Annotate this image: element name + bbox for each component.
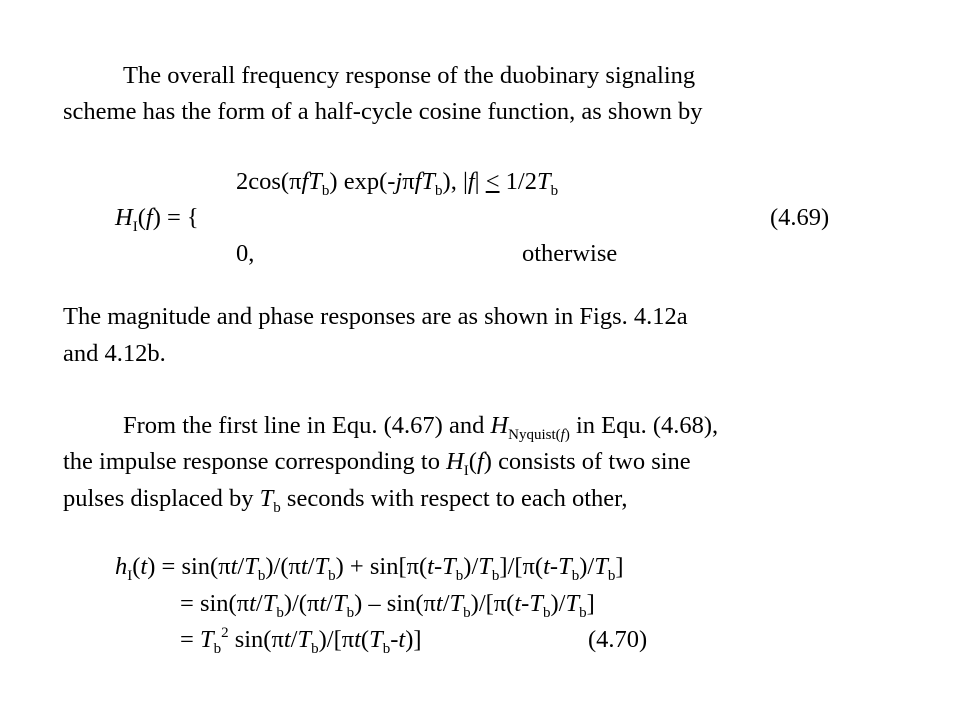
eq469-case2: 0, [236, 240, 255, 267]
eq469-otherwise: otherwise [522, 240, 618, 267]
eq469-lhs: $H_I(f)$ = { [115, 204, 199, 235]
eq470-number: (4.70) [588, 626, 648, 653]
para1-line1: The overall frequency response of the duobinary signaling [123, 62, 696, 89]
eq469-case1: 2cos(πfT$_b$) exp(-jπfT$_b$), $|f| < 1/2T_b$ [236, 168, 559, 199]
para1-line2: scheme has the form of a half-cycle cosine function, as shown by [63, 98, 703, 125]
eq469-number: (4.69) [770, 204, 830, 231]
eq470-line3: = $T_b^2$ $\sin(\pi t/T_b)/[\pi t(T_b-t)]$ [180, 625, 422, 657]
nyquist-subscript: Nyquist(f) [508, 427, 570, 443]
eq470-line1: $h_I(t) = \sin(\pi t/T_b)/(\pi t/T_b) + \sin[\pi(t-T_b)/T_b]/[\pi(t-T_b)/T_b]$ [115, 553, 624, 584]
para2-line1: The magnitude and phase responses are as shown in Figs. 4.12a [63, 303, 688, 330]
para3-line3: pulses displaced by $T_b$ seconds with respect to each other, [63, 485, 628, 516]
para3-line1: From the first line in Equ. (4.67) and $H_{Nyquist(f)}$ in Equ. (4.68), [123, 412, 719, 443]
para2-line2: and 4.12b. [63, 340, 166, 367]
eq470-line2: = $\sin(\pi t/T_b)/(\pi t/T_b) - \sin(\pi t/T_b)/[\pi(t-T_b)/T_b]$ [180, 590, 595, 621]
para3-line2: the impulse response corresponding to $H_I(f)$ consists of two sine [63, 448, 691, 479]
